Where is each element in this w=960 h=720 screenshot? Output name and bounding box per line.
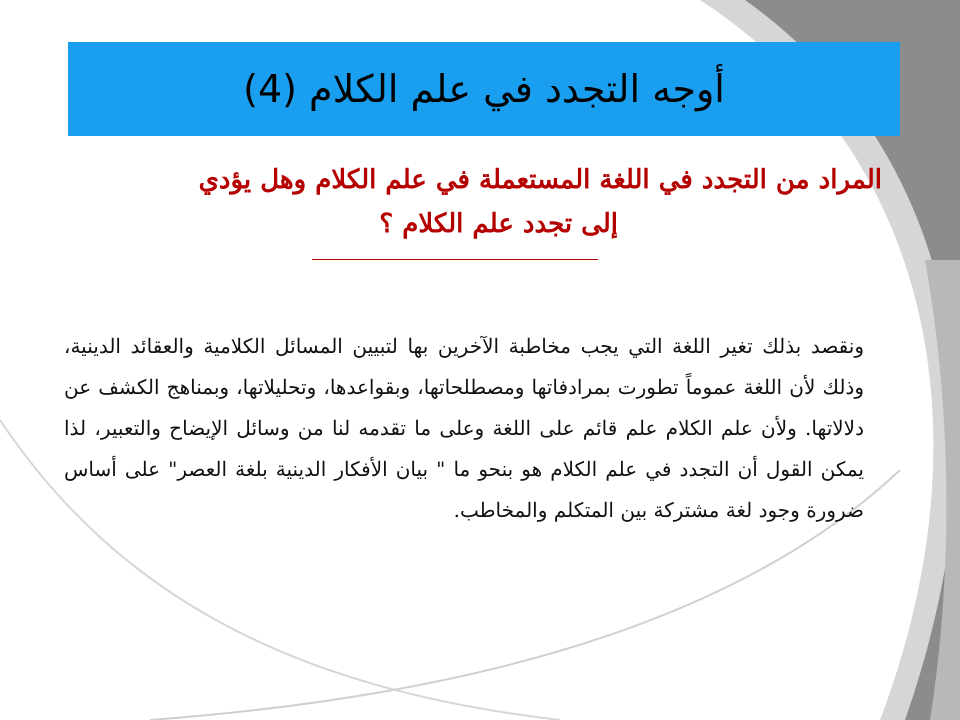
slide-title: أوجه التجدد في علم الكلام (4) (243, 67, 725, 111)
subtitle-line-2: إلى تجدد علم الكلام ؟ (379, 209, 618, 239)
body-paragraph: ونقصد بذلك تغير اللغة التي يجب مخاطبة الآخرين بها لتبيين المسائل الكلامية والعقائد الدينية، وذلك لأن اللغة عموماً تطورت بمرادفاتها ومصطلحاتها، وبقواعدها، وتحليلاتها، وبمناهج الكشف عن دلالاتها. ولأن علم الكلام علم قائم على اللغة وعلى ما تقدمه لنا من وسائل الإيضاح والتعبير، لذا يمكن القول أن التجدد في علم الكلام هو بنحو ما " بيان الأفكار الدينية بلغة العصر" على أساس ضرورة وجود لغة مشتركة بين المتكلم والمخاطب. (64, 334, 864, 522)
subtitle-underline (312, 259, 598, 260)
subtitle-heading (70, 158, 882, 246)
subtitle-line-1: المراد من التجدد في اللغة المستعملة في علم الكلام وهل يؤدي (198, 165, 882, 195)
title-bar (68, 42, 900, 136)
